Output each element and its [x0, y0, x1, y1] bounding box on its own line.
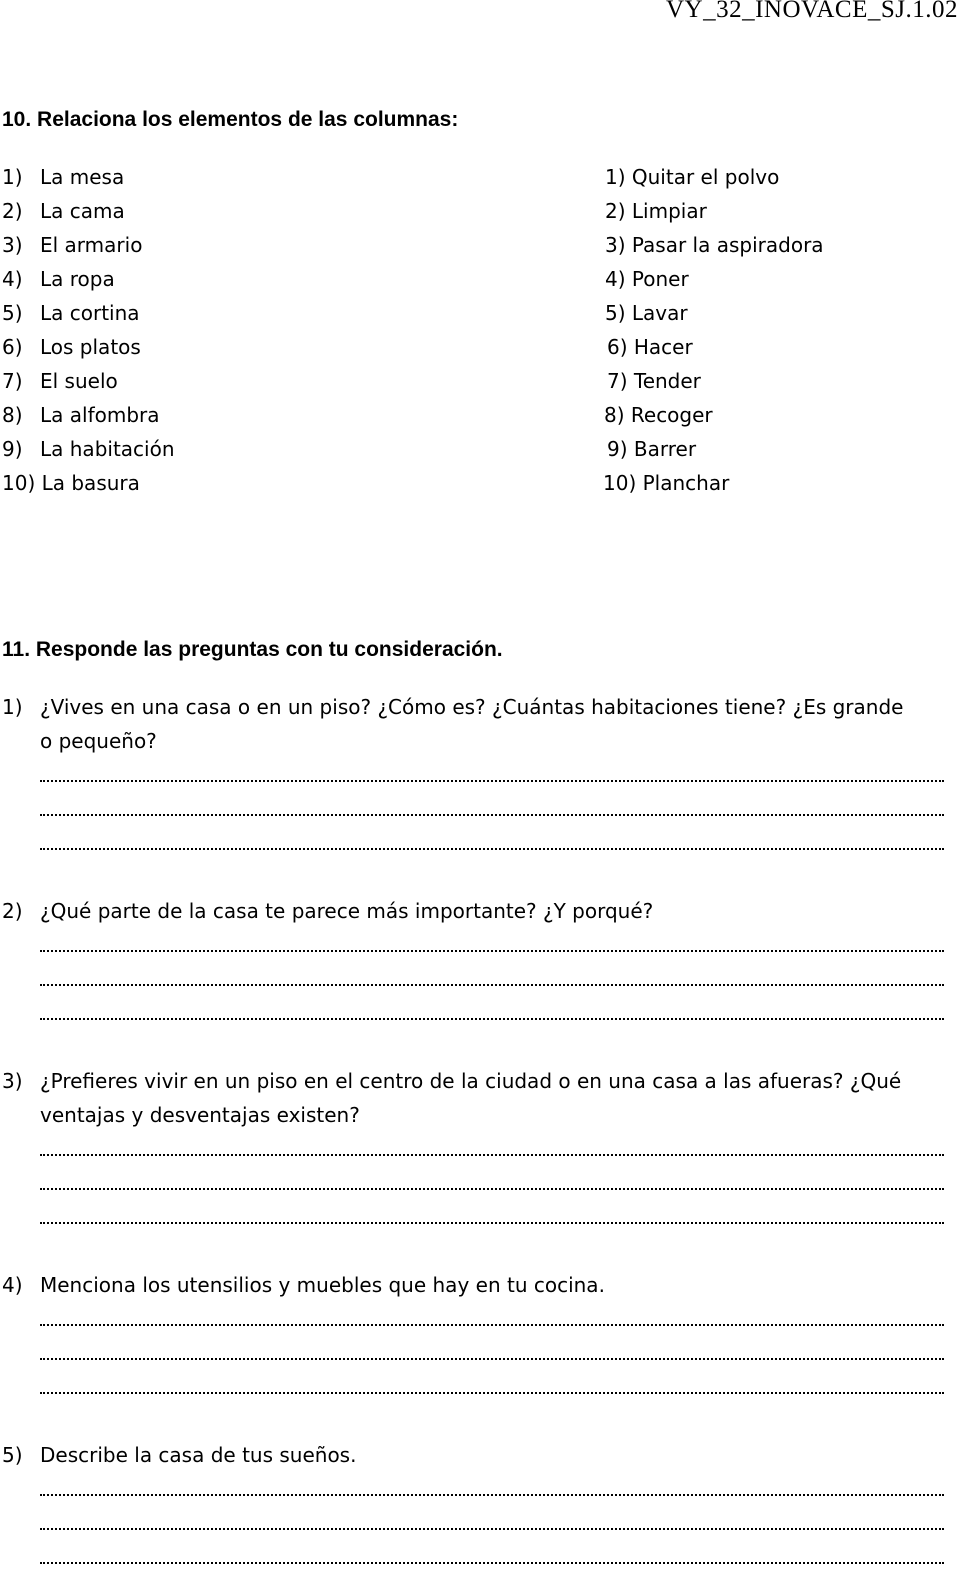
left-item-number: 7): [2, 369, 23, 393]
question-number: 4): [2, 1273, 23, 1297]
answer-line[interactable]: [40, 950, 944, 952]
left-item-text: Los platos: [40, 335, 141, 359]
left-item-text: El armario: [40, 233, 143, 257]
answer-line[interactable]: [40, 848, 944, 850]
right-item: 5) Lavar: [605, 301, 688, 325]
question-number: 2): [2, 899, 23, 923]
left-item-number: 2): [2, 199, 23, 223]
right-item: 9) Barrer: [607, 437, 697, 461]
answer-line[interactable]: [40, 1562, 944, 1564]
answer-line[interactable]: [40, 1188, 944, 1190]
section-11-title: 11. Responde las preguntas con tu consideración.: [2, 638, 503, 661]
question-number: 3): [2, 1069, 23, 1093]
left-item-text: 10) La basura: [2, 471, 140, 495]
left-item-text: La ropa: [40, 267, 115, 291]
left-item-number: 9): [2, 437, 23, 461]
question-text: ¿Prefieres vivir en un piso en el centro de la ciudad o en una casa a las afueras? ¿Qué ventajas y desventajas existen?: [40, 1069, 902, 1127]
right-item: 8) Recoger: [604, 403, 713, 427]
matching-row: [0, 398, 960, 432]
answer-line[interactable]: [40, 1392, 944, 1394]
right-item: 10) Planchar: [603, 471, 730, 495]
matching-row: [0, 262, 960, 296]
right-item: 7) Tender: [607, 369, 701, 393]
matching-row: [0, 432, 960, 466]
answer-line[interactable]: [40, 1528, 944, 1530]
question-number: 1): [2, 695, 23, 719]
matching-row: [0, 330, 960, 364]
left-item-text: La cortina: [40, 301, 140, 325]
section-10-title: 10. Relaciona los elementos de las columnas:: [2, 108, 459, 131]
right-item: 6) Hacer: [607, 335, 693, 359]
matching-row: [0, 228, 960, 262]
answer-line[interactable]: [40, 1018, 944, 1020]
left-item-text: El suelo: [40, 369, 118, 393]
question-text: ¿Vives en una casa o en un piso? ¿Cómo es? ¿Cuántas habitaciones tiene? ¿Es grande o pequeño?: [40, 695, 904, 753]
matching-row: [0, 296, 960, 330]
right-item: 1) Quitar el polvo: [605, 165, 780, 189]
answer-line[interactable]: [40, 1154, 944, 1156]
matching-row: [0, 466, 960, 500]
left-item-number: 3): [2, 233, 23, 257]
question-text: ¿Qué parte de la casa te parece más importante? ¿Y porqué?: [40, 899, 654, 923]
left-item-text: La mesa: [40, 165, 125, 189]
left-item-text: La habitación: [40, 437, 175, 461]
answer-line[interactable]: [40, 1222, 944, 1224]
question-text: Describe la casa de tus sueños.: [40, 1443, 357, 1467]
left-item-number: 6): [2, 335, 23, 359]
matching-row: [0, 364, 960, 398]
right-item: 4) Poner: [605, 267, 689, 291]
matching-row: [0, 194, 960, 228]
answer-line[interactable]: [40, 780, 944, 782]
right-item: 3) Pasar la aspiradora: [605, 233, 824, 257]
question-text: Menciona los utensilios y muebles que hay en tu cocina.: [40, 1273, 605, 1297]
left-item-text: La cama: [40, 199, 125, 223]
answer-line[interactable]: [40, 1494, 944, 1496]
answer-line[interactable]: [40, 984, 944, 986]
document-code: VY_32_INOVACE_SJ.1.02: [665, 0, 958, 23]
left-item-number: 5): [2, 301, 23, 325]
answer-line[interactable]: [40, 814, 944, 816]
left-item-number: 4): [2, 267, 23, 291]
left-item-number: 1): [2, 165, 23, 189]
question-number: 5): [2, 1443, 23, 1467]
right-item: 2) Limpiar: [605, 199, 707, 223]
left-item-number: 8): [2, 403, 23, 427]
left-item-text: La alfombra: [40, 403, 160, 427]
answer-line[interactable]: [40, 1324, 944, 1326]
matching-row: [0, 160, 960, 194]
answer-line[interactable]: [40, 1358, 944, 1360]
